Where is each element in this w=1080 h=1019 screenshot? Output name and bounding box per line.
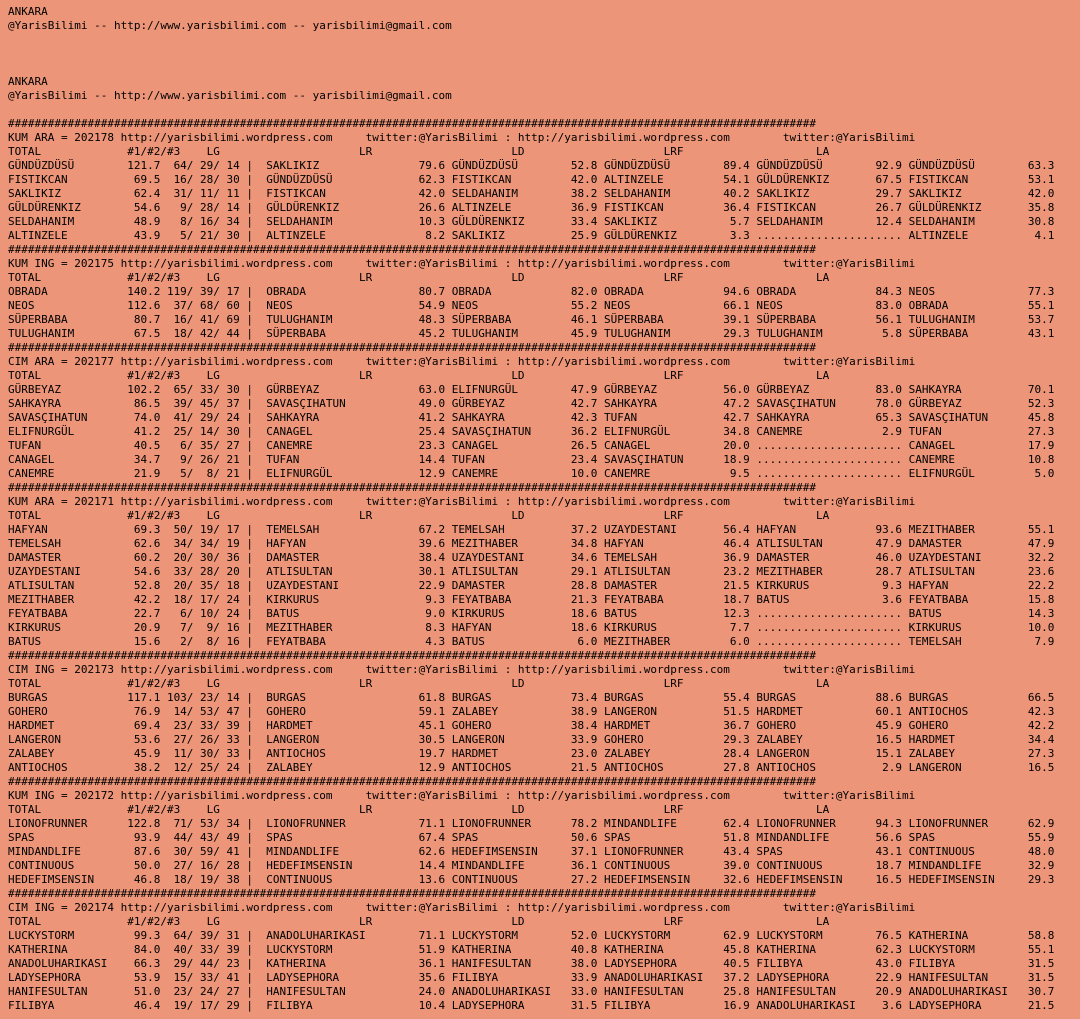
text-line: ATLISULTAN 52.8 20/ 35/ 18 | UZAYDESTANI 22.9 DAMASTER 28.8 DAMASTER 21.5 KIRKURUS 9.3 HAFYAN 22.2: [8, 579, 1055, 592]
text-line: ANADOLUHARIKASI 66.3 29/ 44/ 23 | KATHERINA 36.1 HANIFESULTAN 38.0 LADYSEPHORA 40.5 FILIBYA 43.0 FILIBYA 31.5: [8, 957, 1055, 970]
text-line: SAVASÇIHATUN 74.0 41/ 29/ 24 | SAHKAYRA 41.2 SAHKAYRA 42.3 TUFAN 42.7 SAHKAYRA 65.3 SAVASÇIHATUN 45.8: [8, 411, 1055, 424]
separator-line: ##########################################################################################################################: [8, 481, 816, 494]
blank-line: [8, 103, 1080, 117]
text-line: GÜLDÜRENKIZ 54.6 9/ 28/ 14 | GÜLDÜRENKIZ 26.6 ALTINZELE 36.9 FISTIKCAN 36.4 FISTIKCAN 26.7 GÜLDÜRENKIZ 35.8: [8, 201, 1055, 214]
text-line: LADYSEPHORA 53.9 15/ 33/ 41 | LADYSEPHORA 35.6 FILIBYA 33.9 ANADOLUHARIKASI 37.2 LADYSEPHORA 22.9 HANIFESULTAN 31.5: [8, 971, 1055, 984]
text-line: SELDAHANIM 48.9 8/ 16/ 34 | SELDAHANIM 10.3 GÜLDÜRENKIZ 33.4 SAKLIKIZ 5.7 SELDAHANIM 12.4 SELDAHANIM 30.8: [8, 215, 1055, 228]
text-line: TULUGHANIM 67.5 18/ 42/ 44 | SÜPERBABA 45.2 TULUGHANIM 45.9 TULUGHANIM 29.3 TULUGHANIM 5.8 SÜPERBABA 43.1: [8, 327, 1055, 340]
separator-line: ##########################################################################################################################: [8, 243, 816, 256]
section-header-line: CIM ING = 202173 http://yarisbilimi.wordpress.com twitter:@YarisBilimi : http://yarisbilimi.wordpress.com twitter:@YarisBilimi: [8, 663, 916, 676]
text-line: ANKARA: [8, 5, 48, 18]
column-header-line: TOTAL #1/#2/#3 LG LR LD LRF LA: [8, 677, 830, 690]
blank-line: [8, 33, 1080, 47]
text-line: LANGERON 53.6 27/ 26/ 33 | LANGERON 30.5 LANGERON 33.9 GOHERO 29.3 ZALABEY 16.5 HARDMET 34.4: [8, 733, 1055, 746]
text-line: BATUS 15.6 2/ 8/ 16 | FEYATBABA 4.3 BATUS 6.0 MEZITHABER 6.0 ...................... TEMELSAH 7.9: [8, 635, 1055, 648]
text-line: GÜNDÜZDÜSÜ 121.7 64/ 29/ 14 | SAKLIKIZ 79.6 GÜNDÜZDÜSÜ 52.8 GÜNDÜZDÜSÜ 89.4 GÜNDÜZDÜSÜ 92.9 GÜNDÜZDÜSÜ 63.3: [8, 159, 1055, 172]
separator-line: ##########################################################################################################################: [8, 341, 816, 354]
text-line: BURGAS 117.1 103/ 23/ 14 | BURGAS 61.8 BURGAS 73.4 BURGAS 55.4 BURGAS 88.6 BURGAS 66.5: [8, 691, 1055, 704]
text-line: NEOS 112.6 37/ 68/ 60 | NEOS 54.9 NEOS 55.2 NEOS 66.1 NEOS 83.0 OBRADA 55.1: [8, 299, 1055, 312]
text-line: HAFYAN 69.3 50/ 19/ 17 | TEMELSAH 67.2 TEMELSAH 37.2 UZAYDESTANI 56.4 HAFYAN 93.6 MEZITHABER 55.1: [8, 523, 1055, 536]
text-line: CANEMRE 21.9 5/ 8/ 21 | ELIFNURGÜL 12.9 CANEMRE 10.0 CANEMRE 9.5 ...................... ELIFNURGÜL 5.0: [8, 467, 1055, 480]
text-line: ANTIOCHOS 38.2 12/ 25/ 24 | ZALABEY 12.9 ANTIOCHOS 21.5 ANTIOCHOS 27.8 ANTIOCHOS 2.9 LANGERON 16.5: [8, 761, 1055, 774]
text-line: HARDMET 69.4 23/ 33/ 39 | HARDMET 45.1 GOHERO 38.4 HARDMET 36.7 GOHERO 45.9 GOHERO 42.2: [8, 719, 1055, 732]
text-line: GOHERO 76.9 14/ 53/ 47 | GOHERO 59.1 ZALABEY 38.9 LANGERON 51.5 HARDMET 60.1 ANTIOCHOS 42.3: [8, 705, 1055, 718]
column-header-line: TOTAL #1/#2/#3 LG LR LD LRF LA: [8, 271, 830, 284]
text-line: FILIBYA 46.4 19/ 17/ 29 | FILIBYA 10.4 LADYSEPHORA 31.5 FILIBYA 16.9 ANADOLUHARIKASI 3.6 LADYSEPHORA 21.5: [8, 999, 1055, 1012]
text-line: KIRKURUS 20.9 7/ 9/ 16 | MEZITHABER 8.3 HAFYAN 18.6 KIRKURUS 7.7 ...................... KIRKURUS 10.0: [8, 621, 1055, 634]
section-header-line: KUM ARA = 202178 http://yarisbilimi.wordpress.com twitter:@YarisBilimi : http://yarisbilimi.wordpress.com twitter:@YarisBilimi: [8, 131, 916, 144]
text-line: ZALABEY 45.9 11/ 30/ 33 | ANTIOCHOS 19.7 HARDMET 23.0 ZALABEY 28.4 LANGERON 15.1 ZALABEY 27.3: [8, 747, 1055, 760]
text-line: DAMASTER 60.2 20/ 30/ 36 | DAMASTER 38.4 UZAYDESTANI 34.6 TEMELSAH 36.9 DAMASTER 46.0 UZAYDESTANI 32.2: [8, 551, 1055, 564]
section-header-line: CIM ARA = 202177 http://yarisbilimi.wordpress.com twitter:@YarisBilimi : http://yarisbilimi.wordpress.com twitter:@YarisBilimi: [8, 355, 916, 368]
separator-line: ##########################################################################################################################: [8, 117, 816, 130]
column-header-line: TOTAL #1/#2/#3 LG LR LD LRF LA: [8, 509, 830, 522]
text-line: @YarisBilimi -- http://www.yarisbilimi.com -- yarisbilimi@gmail.com: [8, 89, 452, 102]
text-line: OBRADA 140.2 119/ 39/ 17 | OBRADA 80.7 OBRADA 82.0 OBRADA 94.6 OBRADA 84.3 NEOS 77.3: [8, 285, 1055, 298]
text-line: CANAGEL 34.7 9/ 26/ 21 | TUFAN 14.4 TUFAN 23.4 SAVASÇIHATUN 18.9 ...................... CANEMRE 10.8: [8, 453, 1055, 466]
text-line: SAHKAYRA 86.5 39/ 45/ 37 | SAVASÇIHATUN 49.0 GÜRBEYAZ 42.7 SAHKAYRA 47.2 SAVASÇIHATUN 78.0 GÜRBEYAZ 52.3: [8, 397, 1055, 410]
text-line: HEDEFIMSENSIN 46.8 18/ 19/ 38 | CONTINUOUS 13.6 CONTINUOUS 27.2 HEDEFIMSENSIN 32.6 HEDEFIMSENSIN 16.5 HEDEFIMSENSIN 29.3: [8, 873, 1055, 886]
section-header-line: KUM ING = 202175 http://yarisbilimi.wordpress.com twitter:@YarisBilimi : http://yarisbilimi.wordpress.com twitter:@YarisBilimi: [8, 257, 916, 270]
section-header-line: KUM ARA = 202171 http://yarisbilimi.wordpress.com twitter:@YarisBilimi : http://yarisbilimi.wordpress.com twitter:@YarisBilimi: [8, 495, 916, 508]
blank-line: [8, 61, 1080, 75]
text-line: SAKLIKIZ 62.4 31/ 11/ 11 | FISTIKCAN 42.0 SELDAHANIM 38.2 SELDAHANIM 40.2 SAKLIKIZ 29.7 SAKLIKIZ 42.0: [8, 187, 1055, 200]
blank-line: [8, 47, 1080, 61]
text-line: ELIFNURGÜL 41.2 25/ 14/ 30 | CANAGEL 25.4 SAVASÇIHATUN 36.2 ELIFNURGÜL 34.8 CANEMRE 2.9 TUFAN 27.3: [8, 425, 1055, 438]
text-line: TEMELSAH 62.6 34/ 34/ 19 | HAFYAN 39.6 MEZITHABER 34.8 HAFYAN 46.4 ATLISULTAN 47.9 DAMASTER 47.9: [8, 537, 1055, 550]
text-line: TUFAN 40.5 6/ 35/ 27 | CANEMRE 23.3 CANAGEL 26.5 CANAGEL 20.0 ...................... CANAGEL 17.9: [8, 439, 1055, 452]
text-line: ALTINZELE 43.9 5/ 21/ 30 | ALTINZELE 8.2 SAKLIKIZ 25.9 GÜLDÜRENKIZ 3.3 ...................... ALTINZELE 4.1: [8, 229, 1055, 242]
column-header-line: TOTAL #1/#2/#3 LG LR LD LRF LA: [8, 145, 830, 158]
text-line: FISTIKCAN 69.5 16/ 28/ 30 | GÜNDÜZDÜSÜ 62.3 FISTIKCAN 42.0 ALTINZELE 54.1 GÜLDÜRENKIZ 67.5 FISTIKCAN 53.1: [8, 173, 1055, 186]
text-line: MEZITHABER 42.2 18/ 17/ 24 | KIRKURUS 9.3 FEYATBABA 21.3 FEYATBABA 18.7 BATUS 3.6 FEYATBABA 15.8: [8, 593, 1055, 606]
separator-line: ##########################################################################################################################: [8, 649, 816, 662]
section-header-line: KUM ING = 202172 http://yarisbilimi.wordpress.com twitter:@YarisBilimi : http://yarisbilimi.wordpress.com twitter:@YarisBilimi: [8, 789, 916, 802]
text-line: MINDANDLIFE 87.6 30/ 59/ 41 | MINDANDLIFE 62.6 HEDEFIMSENSIN 37.1 LIONOFRUNNER 43.4 SPAS 43.1 CONTINUOUS 48.0: [8, 845, 1055, 858]
text-line: SPAS 93.9 44/ 43/ 49 | SPAS 67.4 SPAS 50.6 SPAS 51.8 MINDANDLIFE 56.6 SPAS 55.9: [8, 831, 1055, 844]
column-header-line: TOTAL #1/#2/#3 LG LR LD LRF LA: [8, 915, 830, 928]
separator-line: ##########################################################################################################################: [8, 887, 816, 900]
column-header-line: TOTAL #1/#2/#3 LG LR LD LRF LA: [8, 369, 830, 382]
text-line: FEYATBABA 22.7 6/ 10/ 24 | BATUS 9.0 KIRKURUS 18.6 BATUS 12.3 ...................... BATUS 14.3: [8, 607, 1055, 620]
text-line: GÜRBEYAZ 102.2 65/ 33/ 30 | GÜRBEYAZ 63.0 ELIFNURGÜL 47.9 GÜRBEYAZ 56.0 GÜRBEYAZ 83.0 SAHKAYRA 70.1: [8, 383, 1055, 396]
text-line: LUCKYSTORM 99.3 64/ 39/ 31 | ANADOLUHARIKASI 71.1 LUCKYSTORM 52.0 LUCKYSTORM 62.9 LUCKYSTORM 76.5 KATHERINA 58.8: [8, 929, 1055, 942]
text-line: CONTINUOUS 50.0 27/ 16/ 28 | HEDEFIMSENSIN 14.4 MINDANDLIFE 36.1 CONTINUOUS 39.0 CONTINUOUS 18.7 MINDANDLIFE 32.9: [8, 859, 1055, 872]
text-line: ANKARA: [8, 75, 48, 88]
text-line: HANIFESULTAN 51.0 23/ 24/ 27 | HANIFESULTAN 24.0 ANADOLUHARIKASI 33.0 HANIFESULTAN 25.8 HANIFESULTAN 20.9 ANADOLUHARIKASI 30.7: [8, 985, 1055, 998]
separator-line: ##########################################################################################################################: [8, 775, 816, 788]
text-line: SÜPERBABA 80.7 16/ 41/ 69 | TULUGHANIM 48.3 SÜPERBABA 46.1 SÜPERBABA 39.1 SÜPERBABA 56.1 TULUGHANIM 53.7: [8, 313, 1055, 326]
text-line: LIONOFRUNNER 122.8 71/ 53/ 34 | LIONOFRUNNER 71.1 LIONOFRUNNER 78.2 MINDANDLIFE 62.4 LIONOFRUNNER 94.3 LIONOFRUNNER 62.9: [8, 817, 1055, 830]
text-line: KATHERINA 84.0 40/ 33/ 39 | LUCKYSTORM 51.9 KATHERINA 40.8 KATHERINA 45.8 KATHERINA 62.3 LUCKYSTORM 55.1: [8, 943, 1055, 956]
text-line: UZAYDESTANI 54.6 33/ 28/ 20 | ATLISULTAN 30.1 ATLISULTAN 29.1 ATLISULTAN 23.2 MEZITHABER 28.7 ATLISULTAN 23.6: [8, 565, 1055, 578]
section-header-line: CIM ING = 202174 http://yarisbilimi.wordpress.com twitter:@YarisBilimi : http://yarisbilimi.wordpress.com twitter:@YarisBilimi: [8, 901, 916, 914]
text-line: @YarisBilimi -- http://www.yarisbilimi.com -- yarisbilimi@gmail.com: [8, 19, 452, 32]
column-header-line: TOTAL #1/#2/#3 LG LR LD LRF LA: [8, 803, 830, 816]
